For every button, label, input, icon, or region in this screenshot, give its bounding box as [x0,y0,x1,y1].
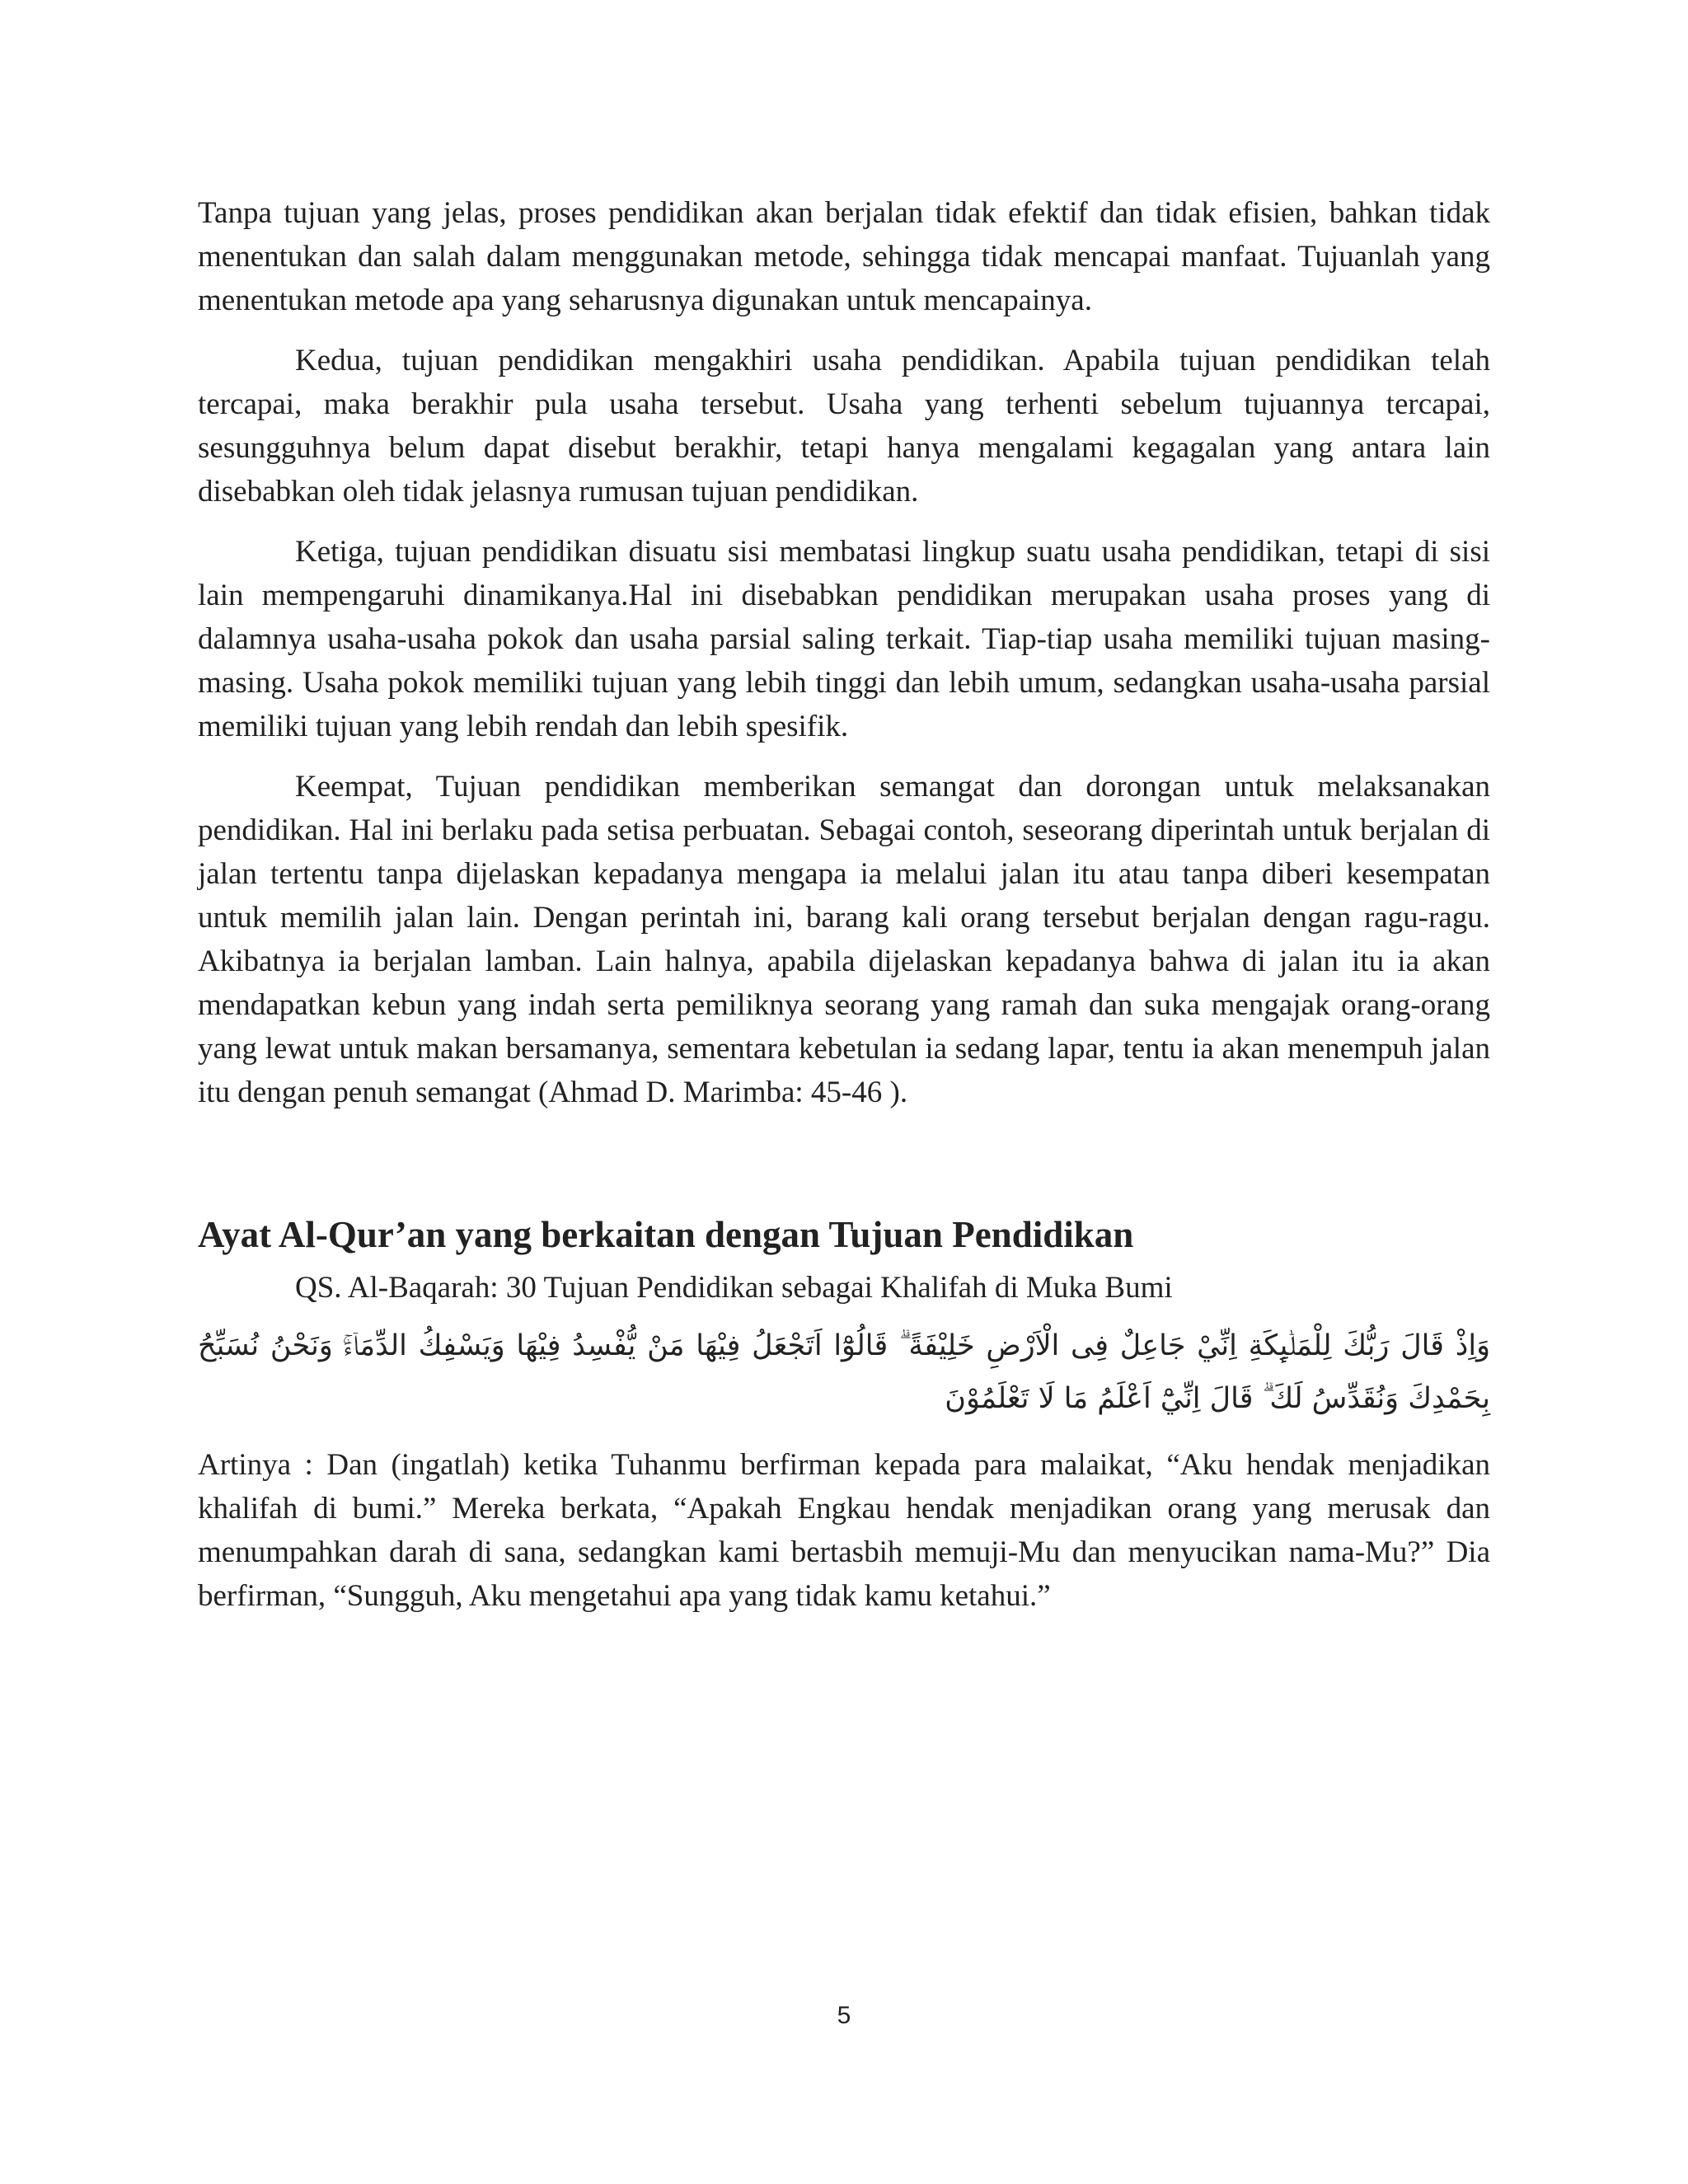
verse-translation: Artinya : Dan (ingatlah) ketika Tuhanmu berfirman kepada para malaikat, “Aku hendak menjadikan khalifah di bumi.” Mereka berkata, “Apakah Engkau hendak menjadikan orang yang merusak dan menumpahkan darah di sana, sedangkan kami bertasbih memuji-Mu dan menyucikan nama-Mu?” Dia berfirman, “Sungguh, Aku mengetahui apa yang tidak kamu ketahui.” [198,1448,1490,1613]
page-content [198,191,1490,1618]
section-heading: Ayat Al-Qur’an yang berkaitan dengan Tujuan Pendidikan [198,1214,1134,1255]
arabic-verse: وَاِذْ قَالَ رَبُّكَ لِلْمَلٰۤىِٕكَةِ اِنِّيْ جَاعِلٌ فِى الْاَرْضِ خَلِيْفَةً ۗ قَالُوْٓا اَتَجْعَلُ فِيْهَا مَنْ يُّفْسِدُ فِيْهَا وَيَسْفِكُ الدِّمَاۤءَۚ وَنَحْنُ نُسَبِّحُ بِحَمْدِكَ وَنُقَدِّسُ لَكَ ۗ قَالَ اِنِّيْٓ اَعْلَمُ مَا لَا تَعْلَمُوْنَ [198,1329,1490,1415]
paragraph-keempat: Keempat, Tujuan pendidikan memberikan semangat dan dorongan untuk melaksanakan pendidikan. Hal ini berlaku pada setisa perbuatan. Sebagai contoh, seseorang diperintah untuk berjalan di jalan tertentu tanpa dijelaskan kepadanya mengapa ia melalui jalan itu atau tanpa diberi kesempatan untuk memilih jalan lain. Dengan perintah ini, barang kali orang tersebut berjalan dengan ragu-ragu. Akibatnya ia berjalan lamban. Lain halnya, apabila dijelaskan kepadanya bahwa di jalan itu ia akan mendapatkan kebun yang indah serta pemiliknya seorang yang ramah dan suka mengajak orang-orang yang lewat untuk makan bersamanya, sementara kebetulan ia sedang lapar, tentu ia akan menempuh jalan itu dengan penuh semangat (Ahmad D. Marimba: 45-46 ). [198,770,1490,1109]
paragraph-intro: Tanpa tujuan yang jelas, proses pendidikan akan berjalan tidak efektif dan tidak efisien, bahkan tidak menentukan dan salah dalam menggunakan metode, sehingga tidak mencapai manfaat. Tujuanlah yang menentukan metode apa yang seharusnya digunakan untuk mencapainya. [198,196,1490,317]
paragraph-ketiga: Ketiga, tujuan pendidikan disuatu sisi membatasi lingkup suatu usaha pendidikan, tetapi di sisi lain mempengaruhi dinamikanya.Hal ini disebabkan pendidikan merupakan usaha proses yang di dalamnya usaha-usaha pokok dan usaha parsial saling terkait. Tiap-tiap usaha memiliki tujuan masing-masing. Usaha pokok memiliki tujuan yang lebih tinggi dan lebih umum, sedangkan usaha-usaha parsial memiliki tujuan yang lebih rendah dan lebih spesifik. [198,535,1490,743]
page-number: 5 [837,2002,851,2029]
paragraph-kedua: Kedua, tujuan pendidikan mengakhiri usaha pendidikan. Apabila tujuan pendidikan telah tercapai, maka berakhir pula usaha tersebut. Usaha yang terhenti sebelum tujuannya tercapai, sesungguhnya belum dapat disebut berakhir, tetapi hanya mengalami kegagalan yang antara lain disebabkan oleh tidak jelasnya rumusan tujuan pendidikan. [198,344,1490,509]
verse-reference: QS. Al-Baqarah: 30 Tujuan Pendidikan sebagai Khalifah di Muka Bumi [295,1271,1173,1305]
